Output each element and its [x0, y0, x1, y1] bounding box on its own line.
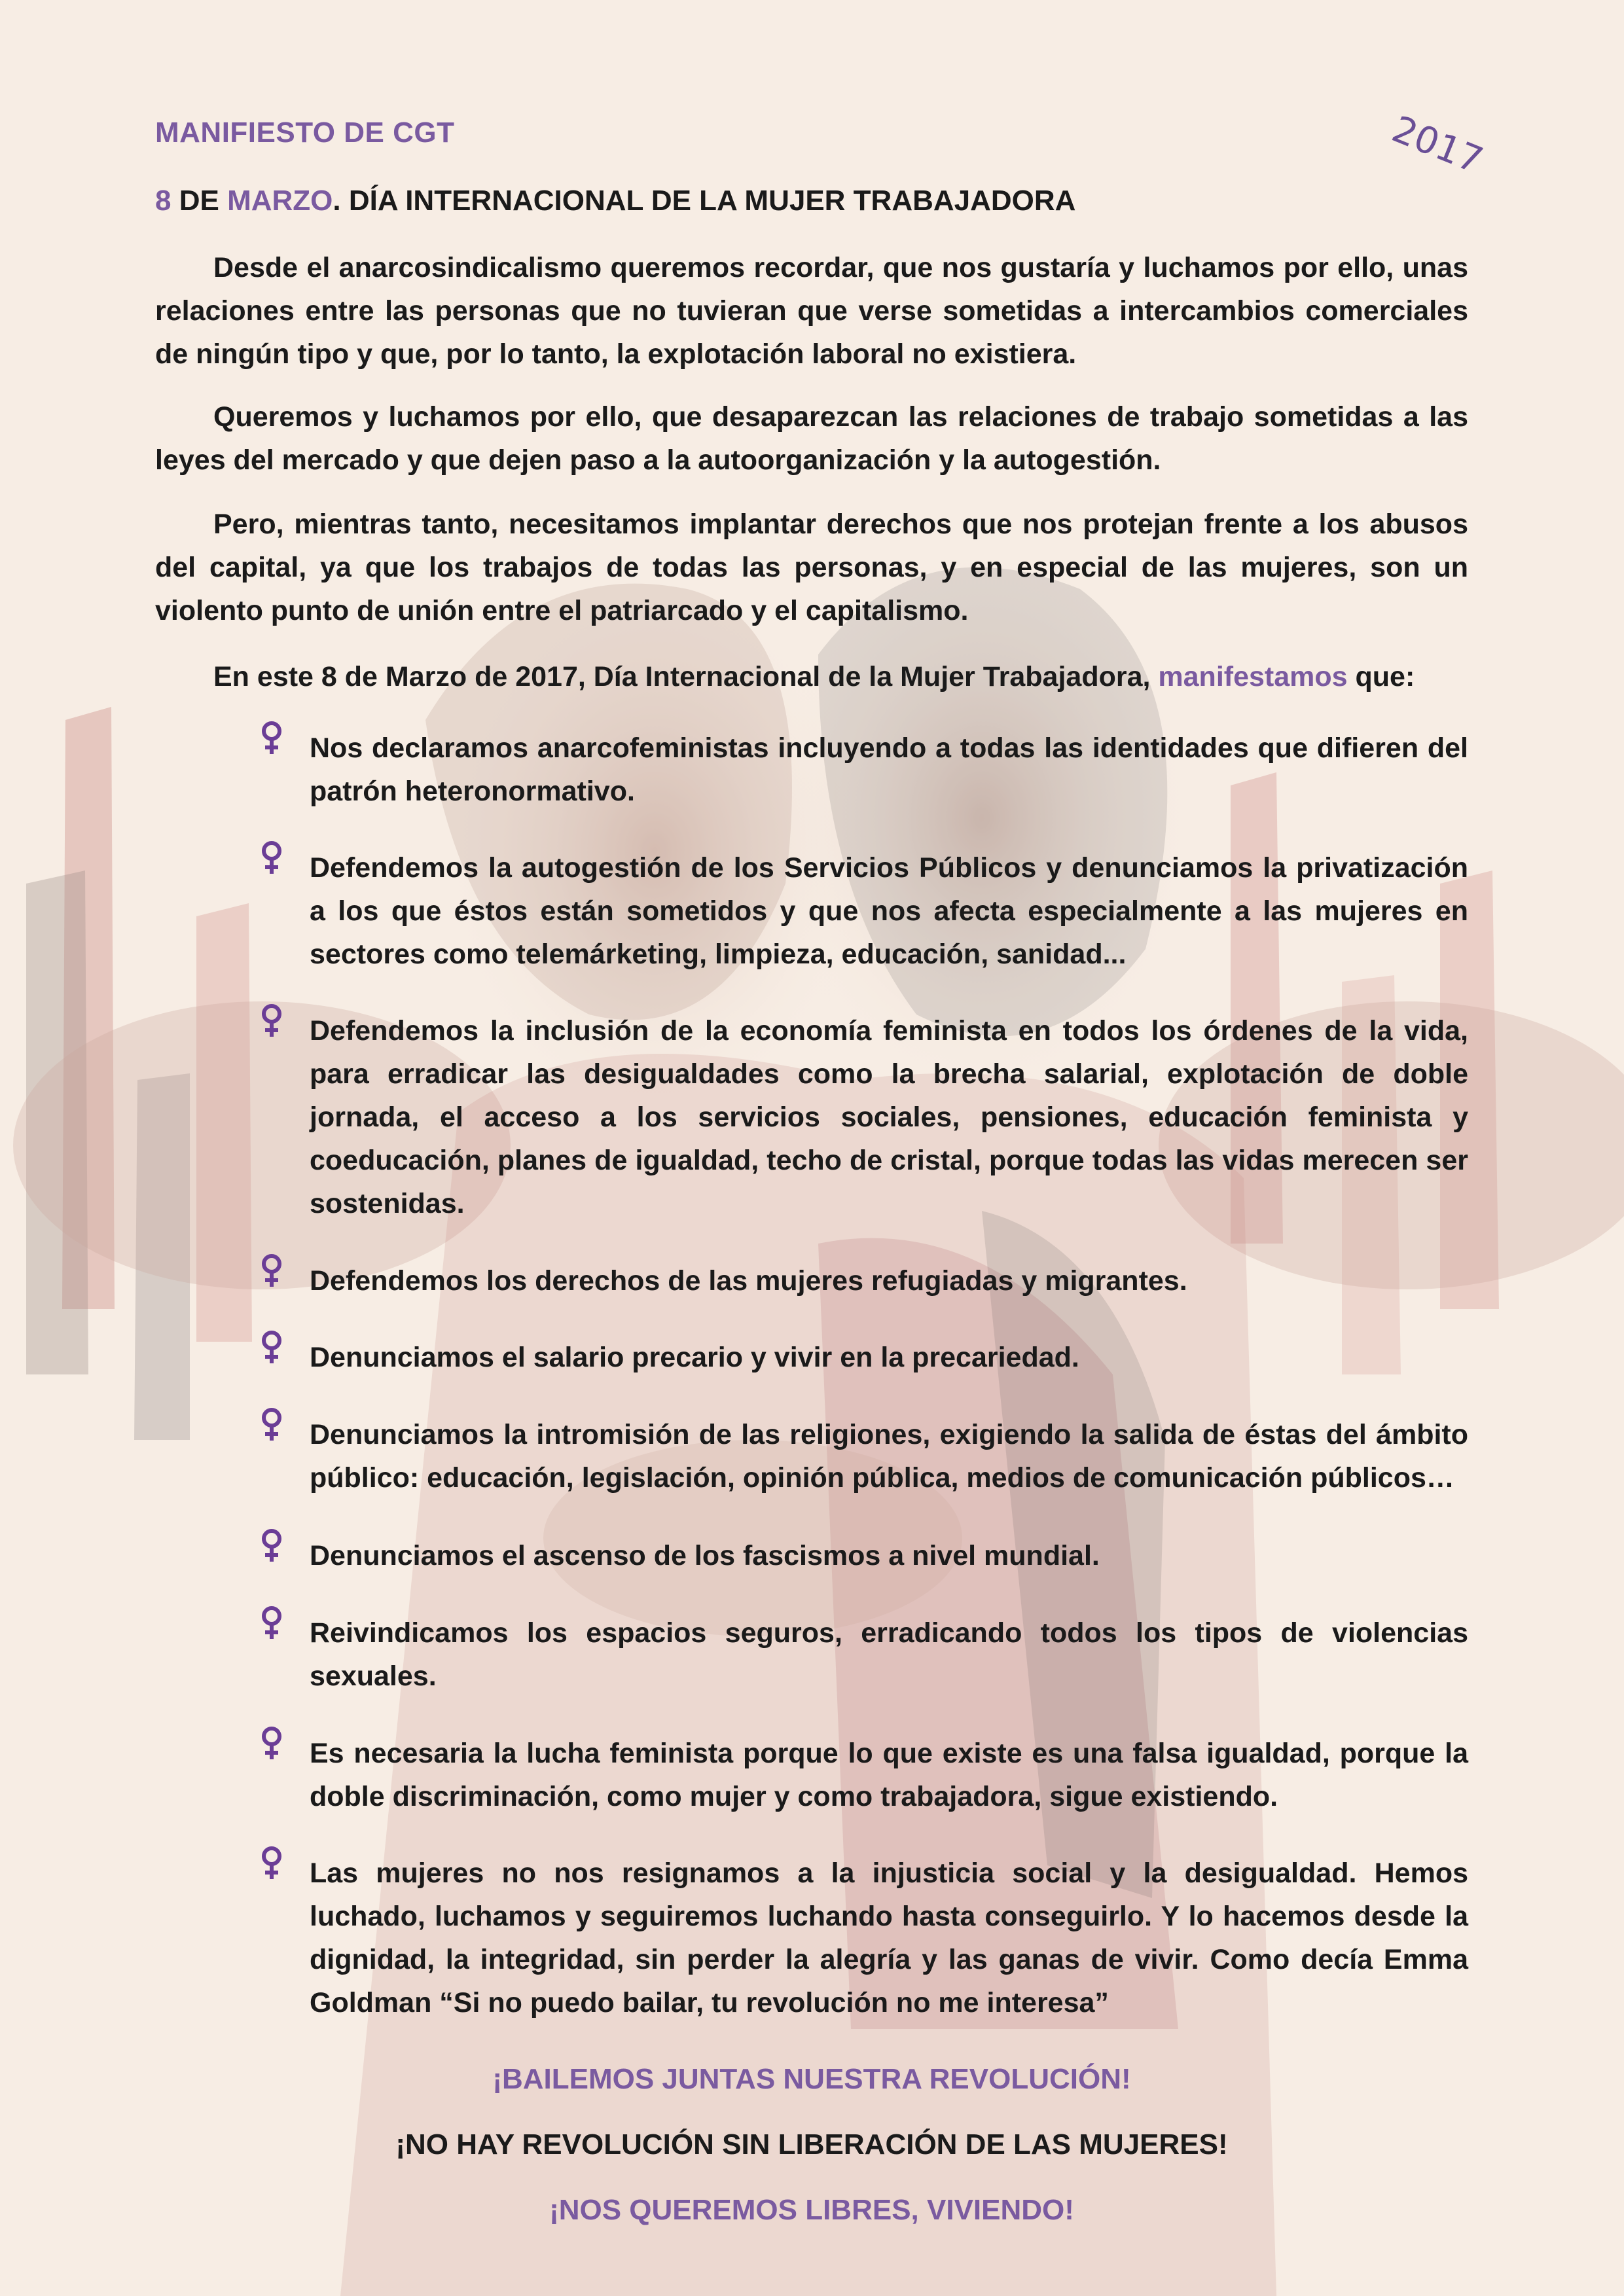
slogan-1: ¡BAILEMOS JUNTAS NUESTRA REVOLUCIÓN! [492, 2063, 1131, 2095]
venus-symbol-icon [259, 1725, 285, 1762]
list-item: Es necesaria la lucha feminista porque lo que existe es una falsa igualdad, porque la doble discriminación, como mujer y como trabajadora, sigue existiendo. [310, 1738, 1468, 1812]
slogan-2: ¡NO HAY REVOLUCIÓN SIN LIBERACIÓN DE LAS MUJERES! [395, 2128, 1228, 2161]
list-item: Denunciamos el ascenso de los fascismos a nivel mundial. [310, 1540, 1100, 1571]
manifesto-page [155, 0, 1489, 2296]
list-item: Nos declaramos anarcofeministas incluyendo a todas las identidades que difieren del patrón heteronormativo. [310, 732, 1468, 807]
list-item: Defendemos la inclusión de la economía feminista en todos los órdenes de la vida, para erradicar las desigualdades como la brecha salarial, explotación de doble jornada, el acceso a los servicios sociales, pensiones, educación feminista y coeducación, planes de igualdad, techo de cristal, porque todas las vidas merecen ser sostenidas. [310, 1015, 1468, 1219]
title-day: 8 [155, 185, 171, 217]
title-month: MARZO [227, 185, 333, 217]
intro-line [155, 655, 1468, 698]
document-title [155, 185, 1075, 217]
title-de: DE [171, 185, 228, 217]
venus-symbol-icon [259, 1528, 285, 1564]
venus-symbol-icon [259, 1845, 285, 1882]
document-label: MANIFIESTO DE CGT [155, 117, 455, 149]
paragraph-3: Pero, mientras tanto, necesitamos implantar derechos que nos protejan frente a los abusos del capital, ya que los trabajos de todas las personas, y en especial de las mujeres, son un violento punto de unión entre el patriarcado y el capitalismo. [155, 509, 1468, 626]
list-item: Denunciamos el salario precario y vivir en la precariedad. [310, 1342, 1079, 1373]
venus-symbol-icon [259, 1329, 285, 1366]
list-item: Defendemos los derechos de las mujeres refugiadas y migrantes. [310, 1265, 1187, 1297]
list-item: Reivindicamos los espacios seguros, erradicando todos los tipos de violencias sexuales. [310, 1617, 1468, 1692]
list-item: Defendemos la autogestión de los Servicios Públicos y denunciamos la privatización a los que éstos están sometidos y que nos afecta especialmente a las mujeres en sectores como telemárketing, limpieza, educación, sanidad... [310, 852, 1468, 970]
intro-end: que: [1347, 661, 1415, 692]
intro-text: En este 8 de Marzo de 2017, Día Internacional de la Mujer Trabajadora, [213, 661, 1159, 692]
slogan-3: ¡NOS QUEREMOS LIBRES, VIVIENDO! [549, 2194, 1074, 2226]
venus-symbol-icon [259, 1605, 285, 1641]
paragraph-2: Queremos y luchamos por ello, que desaparezcan las relaciones de trabajo sometidas a las leyes del mercado y que dejen paso a la autoorganización y la autogestión. [155, 401, 1468, 476]
paragraph-1: Desde el anarcosindicalismo queremos recordar, que nos gustaría y luchamos por ello, unas relaciones entre las personas que no tuvieran que verse sometidas a intercambios comerciales de ningún tipo y que, por lo tanto, la explotación laboral no existiera. [155, 252, 1468, 370]
list-item: Denunciamos la intromisión de las religiones, exigiendo la salida de éstas del ámbito público: educación, legislación, opinión pública, medios de comunicación públicos… [310, 1419, 1468, 1494]
venus-symbol-icon [259, 720, 285, 757]
intro-highlight: manifestamos [1158, 661, 1348, 692]
list-item: Las mujeres no nos resignamos a la injusticia social y la desigualdad. Hemos luchado, luchamos y seguiremos luchando hasta conseguirlo. Y lo hacemos desde la dignidad, la integridad, sin perder la alegría y las ganas de vivir. Como decía Emma Goldman “Si no puedo bailar, tu revolución no me interesa” [310, 1857, 1468, 2018]
year-stamp: 2017 [1386, 108, 1489, 183]
venus-symbol-icon [259, 1407, 285, 1443]
venus-symbol-icon [259, 1253, 285, 1289]
venus-symbol-icon [259, 840, 285, 876]
venus-symbol-icon [259, 1003, 285, 1039]
title-rest: . DÍA INTERNACIONAL DE LA MUJER TRABAJADORA [333, 185, 1076, 217]
